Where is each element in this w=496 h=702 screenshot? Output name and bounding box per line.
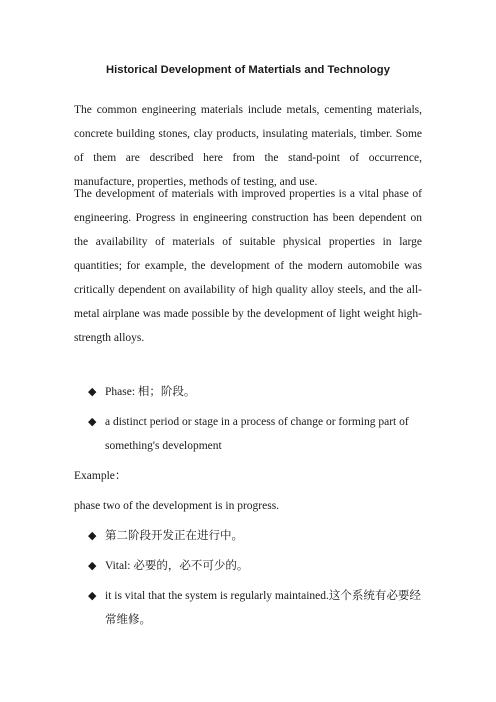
bullet-item bbox=[88, 524, 422, 548]
bullet-item bbox=[88, 584, 422, 632]
bullet-item bbox=[88, 410, 422, 458]
diamond-bullet-icon: ◆ bbox=[88, 415, 97, 428]
diamond-bullet-icon: ◆ bbox=[88, 385, 97, 398]
bullet-item bbox=[88, 554, 422, 578]
bullet-text: 第二阶段开发正在进行中。 bbox=[105, 530, 243, 542]
example-label: Example： bbox=[74, 470, 127, 482]
diamond-bullet-icon: ◆ bbox=[88, 589, 97, 602]
bullet-text: it is vital that the system is regularly maintained.这个系统有必要经常维修。 bbox=[105, 590, 421, 626]
document-title: Historical Development of Matertials and Technology bbox=[106, 64, 390, 76]
bullet-text: a distinct period or stage in a process of change or forming part of something's development bbox=[105, 416, 409, 452]
diamond-bullet-icon: ◆ bbox=[88, 559, 97, 572]
paragraph-1: The common engineering materials include metals, cementing materials, concrete building stones, clay products, insulating materials, timber. Some of them are described here from the stand-point of occurrence, manufacture, properties, methods of testing, and use. bbox=[74, 104, 422, 188]
bullet-text: Phase: 相；阶段。 bbox=[105, 386, 196, 398]
bullet-item bbox=[88, 380, 422, 404]
paragraph-2: The development of materials with improved properties is a vital phase of engineering. Progress in engineering construction has been dependent on the availability of materials of suitable physical properties in large quantities; for example, the development of the modern automobile was critically dependent on availability of high quality alloy steels, and the all-metal airplane was made possible by the development of light weight high-strength alloys. bbox=[74, 188, 422, 344]
diamond-bullet-icon: ◆ bbox=[88, 529, 97, 542]
example-sentence: phase two of the development is in progress. bbox=[74, 500, 280, 512]
bullet-text: Vital: 必要的，必不可少的。 bbox=[105, 560, 249, 572]
